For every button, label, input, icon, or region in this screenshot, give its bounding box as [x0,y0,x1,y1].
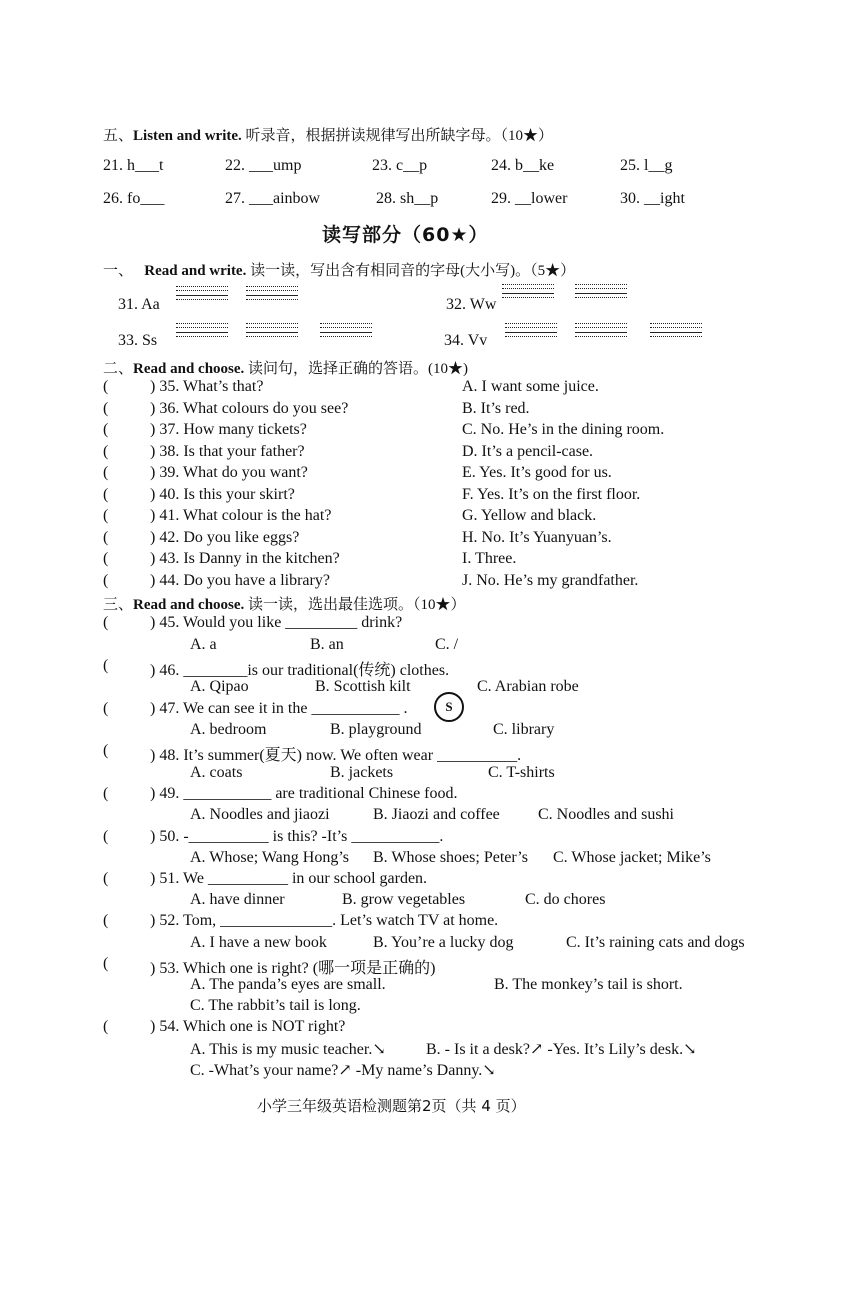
option-c: C. T-shirts [488,764,555,781]
writing-line[interactable] [575,323,627,337]
option-b: B. an [310,636,344,653]
option-b: B. Whose shoes; Peter’s [373,849,528,866]
option-b: B. Scottish kilt [315,678,411,695]
option-c: C. / [435,636,459,653]
question-36: ) 36. What colours do you see? [150,400,349,417]
answer-h: H. No. It’s Yuanyuan’s. [462,529,612,546]
option-c: C. Arabian robe [477,678,579,695]
writing-line[interactable] [176,323,228,337]
answer-bracket[interactable]: ( [103,614,109,631]
option-c: C. -What’s your name?↗ -My name’s Danny.↘ [190,1062,496,1079]
option-b: B. playground [330,721,422,738]
listening-header: 五、Listen and write. 听录音，根据拼读规律写出所缺字母。（10★） [103,128,554,144]
answer-bracket[interactable]: ( [103,1018,109,1035]
option-c: C. library [493,721,555,738]
item-34: 34. Vv [444,332,488,349]
item-21: 21. h___t [103,157,164,174]
question-52: ) 52. Tom, ______________. Let’s watch TV at home. [150,912,499,929]
writing-line[interactable] [246,323,298,337]
answer-bracket[interactable]: ( [103,443,109,460]
option-c: C. It’s raining cats and dogs [566,934,745,951]
writing-line[interactable] [246,286,298,300]
question-46: ) 46. ________is our traditional(传统) clothes. [150,662,450,679]
option-b: B. jackets [330,764,394,781]
answer-b: B. It’s red. [462,400,530,417]
question-47: ) 47. We can see it in the ___________ . [150,700,408,717]
item-22: 22. ___ump [225,157,302,174]
question-49: ) 49. ___________ are traditional Chinese food. [150,785,458,802]
question-39: ) 39. What do you want? [150,464,308,481]
answer-e: E. Yes. It’s good for us. [462,464,612,481]
answer-bracket[interactable]: ( [103,785,109,802]
answer-d: D. It’s a pencil-case. [462,443,594,460]
question-38: ) 38. Is that your father? [150,443,305,460]
option-a: A. bedroom [190,721,267,738]
answer-bracket[interactable]: ( [103,507,109,524]
answer-bracket[interactable]: ( [103,828,109,845]
question-53: ) 53. Which one is right? (哪一项是正确的) [150,960,436,977]
writing-line[interactable] [320,323,372,337]
item-25: 25. l__g [620,157,673,174]
answer-bracket[interactable]: ( [103,955,109,972]
option-a: A. coats [190,764,243,781]
item-28: 28. sh__p [376,190,439,207]
answer-bracket[interactable]: ( [103,870,109,887]
item-26: 26. fo___ [103,190,165,207]
answer-bracket[interactable]: ( [103,572,109,589]
option-a: A. Qipao [190,678,249,695]
question-41: ) 41. What colour is the hat? [150,507,332,524]
question-35: ) 35. What’s that? [150,378,264,395]
option-a: A. a [190,636,217,653]
answer-bracket[interactable]: ( [103,529,109,546]
question-37: ) 37. How many tickets? [150,421,307,438]
option-b: B. Jiaozi and coffee [373,806,500,823]
option-c: C. do chores [525,891,606,908]
writing-line[interactable] [575,284,627,298]
part2-header: 二、Read and choose. 读问句，选择正确的答语。(10★) [103,361,469,377]
answer-bracket[interactable]: ( [103,400,109,417]
option-a: A. Noodles and jiaozi [190,806,330,823]
page-footer: 小学三年级英语检测题第2页（共 4 页） [257,1097,526,1115]
option-c: C. The rabbit’s tail is long. [190,997,361,1014]
option-a: A. Whose; Wang Hong’s [190,849,349,866]
answer-a: A. I want some juice. [462,378,599,395]
question-43: ) 43. Is Danny in the kitchen? [150,550,340,567]
answer-bracket[interactable]: ( [103,912,109,929]
option-c: C. Noodles and sushi [538,806,674,823]
answer-bracket[interactable]: ( [103,700,109,717]
option-a: A. I have a new book [190,934,327,951]
answer-bracket[interactable]: ( [103,550,109,567]
answer-c: C. No. He’s in the dining room. [462,421,665,438]
writing-line[interactable] [650,323,702,337]
option-b: B. You’re a lucky dog [373,934,514,951]
item-24: 24. b__ke [491,157,555,174]
part1-header: 一、 Read and write. 读一读，写出含有相同音的字母(大小写)。（5★） [103,263,576,279]
part3-header: 三、Read and choose. 读一读，选出最佳选项。（10★） [103,597,466,613]
answer-f: F. Yes. It’s on the first floor. [462,486,641,503]
item-29: 29. __lower [491,190,568,207]
writing-line[interactable] [176,286,228,300]
item-27: 27. ___ainbow [225,190,321,207]
stamp-icon: S [434,692,464,722]
question-44: ) 44. Do you have a library? [150,572,330,589]
answer-bracket[interactable]: ( [103,378,109,395]
question-40: ) 40. Is this your skirt? [150,486,295,503]
option-b: B. - Is it a desk?↗ -Yes. It’s Lily’s desk.↘ [426,1041,697,1058]
question-42: ) 42. Do you like eggs? [150,529,300,546]
item-30: 30. __ight [620,190,685,207]
item-23: 23. c__p [372,157,428,174]
option-a: A. have dinner [190,891,285,908]
option-a: A. This is my music teacher.↘ [190,1041,386,1058]
answer-bracket[interactable]: ( [103,464,109,481]
writing-line[interactable] [502,284,554,298]
item-33: 33. Ss [118,332,158,349]
answer-bracket[interactable]: ( [103,486,109,503]
question-45: ) 45. Would you like _________ drink? [150,614,403,631]
option-b: B. grow vegetables [342,891,466,908]
answer-g: G. Yellow and black. [462,507,597,524]
option-c: C. Whose jacket; Mike’s [553,849,711,866]
item-31: 31. Aa [118,296,160,313]
question-50: ) 50. -__________ is this? -It’s ___________. [150,828,444,845]
writing-line[interactable] [505,323,557,337]
question-51: ) 51. We __________ in our school garden. [150,870,428,887]
section-title: 读写部分（60★） [322,224,489,246]
option-a: A. The panda’s eyes are small. [190,976,386,993]
answer-bracket[interactable]: ( [103,742,109,759]
answer-j: J. No. He’s my grandfather. [462,572,639,589]
question-48: ) 48. It’s summer(夏天) now. We often wear __________. [150,747,522,764]
answer-bracket[interactable]: ( [103,421,109,438]
answer-bracket[interactable]: ( [103,657,109,674]
option-b: B. The monkey’s tail is short. [494,976,683,993]
question-54: ) 54. Which one is NOT right? [150,1018,346,1035]
answer-i: I. Three. [462,550,517,567]
item-32: 32. Ww [446,296,497,313]
